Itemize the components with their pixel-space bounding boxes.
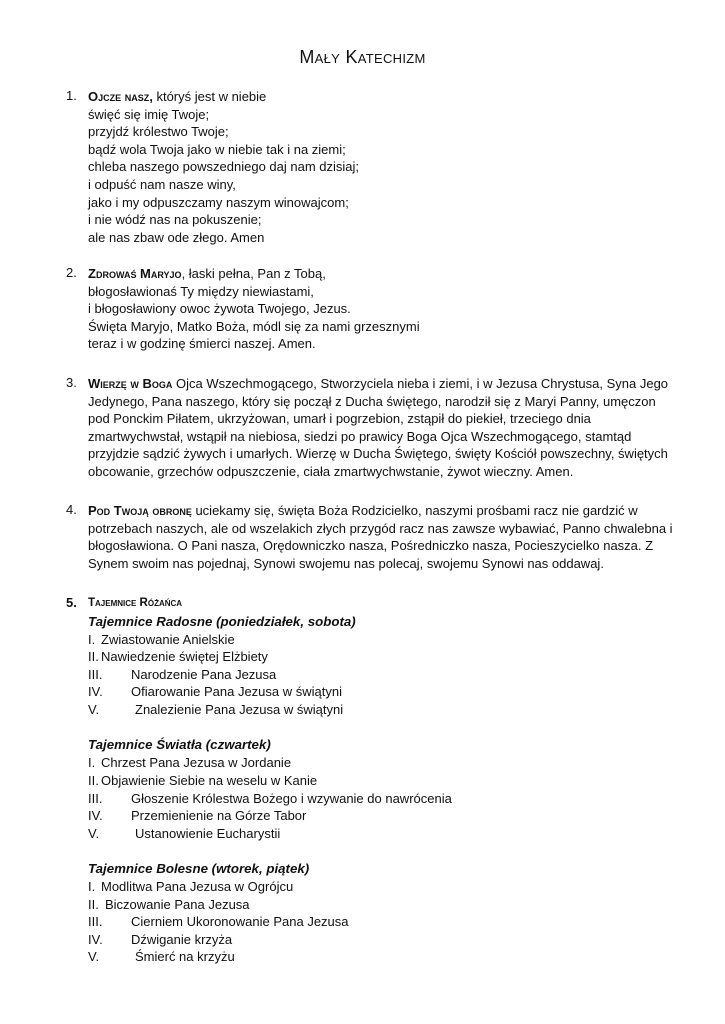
- mystery-number: III.: [88, 790, 103, 806]
- mystery-number: II.: [88, 896, 99, 912]
- mystery-text: Ofiarowanie Pana Jezusa w świątyni: [131, 684, 342, 700]
- prayer-line: któryś jest w niebie: [152, 89, 267, 104]
- mystery-number: IV.: [88, 931, 103, 947]
- group-title-luminous: Tajemnice Światła (czwartek): [88, 737, 271, 753]
- mystery-text: Znalezienie Pana Jezusa w świątyni: [135, 702, 344, 718]
- prayer-line: pod Ponckim Piłatem, ukrzyżowan, umarł i pogrzebion, zstąpił do piekieł, trzeciego dnia: [88, 411, 591, 427]
- mystery-text: Chrzest Pana Jezusa w Jordanie: [101, 755, 292, 771]
- mystery-text: Cierniem Ukoronowanie Pana Jezusa: [131, 914, 349, 930]
- rosary-heading: Tajemnice Różańca: [88, 597, 183, 609]
- prayer-line: Jedynego, Pana naszego, który się począł z Ducha świętego, narodził się z Maryi Panny, umęczon: [88, 393, 656, 409]
- mystery-number: III.: [88, 666, 103, 682]
- prayer-line: Synem swoim nas pojednaj, Synowi swojemu nas polecaj, swojemu Synowi nas oddawaj.: [88, 555, 604, 571]
- prayer-heading: Wierzę w Boga: [88, 376, 173, 391]
- rosary-body: [88, 595, 686, 966]
- prayer-line: i błogosławiony owoc żywota Twojego, Jezus.: [88, 301, 351, 317]
- mystery-text: Biczowanie Pana Jezusa: [105, 896, 250, 912]
- prayer-text: [88, 88, 686, 246]
- prayer-line: i nie wódź nas na pokuszenie;: [88, 212, 262, 228]
- mystery-item: [88, 896, 686, 914]
- item-number: 2.: [66, 265, 77, 280]
- prayer-line: obcowanie, grzechów odpuszczenie, ciała zmartwychwstanie, żywot wieczny. Amen.: [88, 463, 574, 479]
- prayer-line: błogosławionaś Ty między niewiastami,: [88, 283, 314, 299]
- prayer-text: [88, 502, 686, 572]
- page-title: Mały Katechizm: [299, 47, 426, 67]
- mystery-text: Ustanowienie Eucharystii: [135, 825, 281, 841]
- prayer-heading: Zdrowaś Maryjo: [88, 266, 182, 281]
- mystery-number: I.: [88, 879, 96, 894]
- mystery-item: [88, 807, 686, 825]
- mystery-number: II.: [88, 649, 99, 665]
- mystery-text: Głoszenie Królestwa Bożego i wzywanie do nawrócenia: [131, 790, 452, 806]
- mystery-text: Zwiastowanie Anielskie: [101, 631, 235, 647]
- prayer-line: zmartwychwstał, wstąpił na niebiosa, siedzi po prawicy Boga Ojca Wszechmogącego, stamtąd: [88, 428, 632, 444]
- mystery-item: [88, 648, 686, 666]
- mystery-item: [88, 931, 686, 949]
- prayer-line: i odpuść nam nasze winy,: [88, 176, 236, 192]
- group-title-sorrowful: Tajemnice Bolesne (wtorek, piątek): [88, 860, 310, 876]
- mystery-number: I.: [88, 631, 96, 647]
- prayer-line: , łaski pełna, Pan z Tobą,: [181, 266, 326, 281]
- mystery-item: [88, 631, 686, 649]
- mystery-item: [88, 666, 686, 684]
- item-number: 1.: [66, 88, 77, 103]
- prayer-line: Ojca Wszechmogącego, Stworzyciela nieba i ziemi, i w Jezusa Chrystusa, Syna Jego: [172, 376, 669, 391]
- mystery-number: IV.: [88, 684, 103, 700]
- mystery-item: [88, 948, 686, 966]
- mystery-text: Modlitwa Pana Jezusa w Ogrójcu: [101, 879, 294, 894]
- mystery-text: Nawiedzenie świętej Elżbiety: [101, 649, 268, 665]
- mystery-number: III.: [88, 914, 103, 930]
- prayer-line: ale nas zbaw ode złego. Amen: [88, 229, 265, 245]
- item-number: 3.: [66, 375, 77, 390]
- prayer-line: potrzebach naszych, ale od wszelakich złych przygód racz nas zawsze wybawiać, Panno chwalebna i: [88, 520, 673, 536]
- mystery-number: IV.: [88, 808, 103, 824]
- prayer-heading: Pod Twoją obronę: [88, 503, 192, 518]
- mystery-text: Przemienienie na Górze Tabor: [131, 808, 307, 824]
- mystery-item: [88, 754, 686, 772]
- prayer-line: przyjdzie sądzić żywych i umarłych. Wierzę w Ducha Świętego, święty Kościół powszechny, świętych: [88, 446, 668, 462]
- mystery-number: V.: [88, 825, 100, 841]
- prayer-line: przyjdź królestwo Twoje;: [88, 124, 229, 140]
- prayer-line: błogosławiona. O Pani nasza, Orędowniczko nasza, Pośredniczko nasza, Pocieszycielko nasza. Z: [88, 538, 654, 554]
- prayer-text: [88, 265, 686, 353]
- prayer-line: Święta Maryjo, Matko Boża, módl się za nami grzesznymi: [88, 318, 420, 334]
- prayer-text: [88, 375, 686, 481]
- prayer-line: bądź wola Twoja jako w niebie tak i na ziemi;: [88, 141, 346, 157]
- mystery-item: [88, 683, 686, 701]
- mystery-item: [88, 913, 686, 931]
- mystery-number: V.: [88, 702, 100, 718]
- mystery-text: Objawienie Siebie na weselu w Kanie: [101, 772, 318, 788]
- mystery-item: [88, 790, 686, 808]
- mystery-text: Narodzenie Pana Jezusa: [131, 666, 277, 682]
- prayer-line: chleba naszego powszedniego daj nam dzisiaj;: [88, 159, 360, 175]
- item-number: 5.: [66, 595, 77, 610]
- mystery-item: [88, 772, 686, 790]
- mystery-number: V.: [88, 949, 100, 965]
- mystery-item: [88, 701, 686, 719]
- mystery-text: Śmierć na krzyżu: [135, 949, 235, 965]
- mystery-number: II.: [88, 772, 99, 788]
- group-title-joyful: Tajemnice Radosne (poniedziałek, sobota): [88, 613, 356, 629]
- prayer-heading: Ojcze nasz,: [88, 89, 153, 104]
- item-number: 4.: [66, 502, 77, 517]
- prayer-line: teraz i w godzinę śmierci naszej. Amen.: [88, 336, 316, 352]
- prayer-line: jako i my odpuszczamy naszym winowajcom;: [88, 194, 349, 210]
- mystery-number: I.: [88, 755, 96, 771]
- prayer-line: uciekamy się, święta Boża Rodzicielko, naszymi prośbami racz nie gardzić w: [191, 503, 638, 518]
- prayer-line: święć się imię Twoje;: [88, 106, 210, 122]
- mystery-item: [88, 825, 686, 843]
- mystery-item: [88, 878, 686, 896]
- mystery-text: Dźwiganie krzyża: [131, 931, 233, 947]
